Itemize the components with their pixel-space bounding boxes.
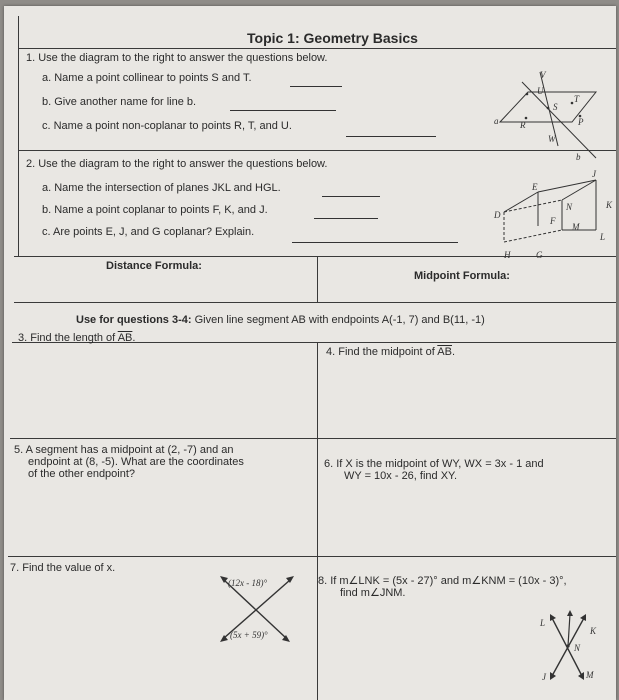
plane-diagram-1	[480, 60, 610, 164]
answer-line[interactable]	[314, 218, 378, 219]
given-label: Use for questions 3-4:	[76, 314, 192, 326]
divider	[317, 256, 318, 302]
q8-line2: find m∠JNM.	[340, 587, 406, 599]
q1-a: a. Name a point collinear to points S and T.	[42, 72, 252, 84]
given-text: Given line segment AB with endpoints A(-1, 7) and B(11, -1)	[194, 314, 485, 326]
angle-diagram	[534, 606, 604, 684]
label-M: M	[586, 670, 594, 680]
q6-line2: WY = 10x - 26, find XY.	[344, 470, 458, 482]
label-W: W	[548, 134, 556, 144]
answer-line[interactable]	[290, 86, 342, 87]
q5-line3: of the other endpoint?	[28, 468, 136, 480]
answer-line[interactable]	[346, 136, 436, 137]
q2-a: a. Name the intersection of planes JKL and HGL.	[42, 182, 281, 194]
intersecting-lines-diagram	[204, 572, 314, 648]
label-G: G	[536, 250, 543, 260]
q4: 4. Find the midpoint of $\overline{AB}$.	[326, 346, 456, 358]
q1-b: b. Give another name for line b.	[42, 96, 197, 108]
q1-c: c. Name a point non-coplanar to points R, T, and U.	[42, 120, 292, 132]
label-N: N	[574, 643, 581, 653]
page-title: Topic 1: Geometry Basics	[247, 30, 418, 46]
q8-line1: 8. If m∠LNK = (5x - 27)° and m∠KNM = (10x - 3)°,	[318, 575, 567, 587]
label-F: F	[550, 216, 556, 226]
label-P: P	[578, 117, 584, 127]
label-H: H	[504, 250, 511, 260]
answer-line[interactable]	[322, 196, 380, 197]
label-V: V	[540, 70, 546, 80]
label-L: L	[600, 232, 606, 242]
label-E: E	[532, 182, 538, 192]
label-J: J	[592, 169, 596, 179]
midpoint-formula-label: Midpoint Formula:	[414, 270, 510, 282]
label-K: K	[606, 200, 613, 210]
distance-formula-label: Distance Formula:	[106, 260, 202, 272]
q3: 3. Find the length of $\overline{AB}$.	[18, 332, 136, 344]
q2-prompt: 2. Use the diagram to the right to answer the questions below.	[26, 158, 328, 170]
label-N: N	[566, 202, 573, 212]
given-statement	[76, 314, 485, 326]
label-S: S	[553, 102, 558, 112]
label-K: K	[590, 626, 597, 636]
label-a: a	[494, 116, 499, 126]
worksheet	[4, 6, 616, 700]
angle-label-bottom: (5x + 59)°	[230, 630, 268, 640]
divider	[18, 48, 616, 49]
q7-text: 7. Find the value of x.	[10, 562, 116, 574]
label-L: L	[540, 618, 546, 628]
answer-line[interactable]	[292, 242, 458, 243]
label-T: T	[574, 94, 580, 104]
q6-line1: 6. If X is the midpoint of WY, WX = 3x - 1 and	[324, 458, 544, 470]
angle-label-top: (12x - 18)°	[228, 578, 268, 588]
label-J: J	[542, 672, 546, 682]
label-R: R	[520, 120, 526, 130]
divider	[14, 302, 616, 303]
answer-line[interactable]	[230, 110, 336, 111]
q2-b: b. Name a point coplanar to points F, K, and J.	[42, 204, 268, 216]
divider	[18, 16, 19, 256]
divider	[8, 556, 616, 557]
label-D: D	[494, 210, 501, 220]
divider	[317, 342, 318, 700]
prism-diagram-2	[488, 168, 616, 260]
q5-line2: endpoint at (8, -5). What are the coordinates	[28, 456, 244, 468]
q5-line1: 5. A segment has a midpoint at (2, -7) and an	[14, 444, 234, 456]
label-M: M	[572, 222, 580, 232]
label-b: b	[576, 152, 581, 162]
q1-prompt: 1. Use the diagram to the right to answer the questions below.	[26, 52, 328, 64]
label-U: U	[537, 86, 544, 96]
q2-c: c. Are points E, J, and G coplanar? Explain.	[42, 226, 255, 238]
divider	[10, 438, 616, 439]
